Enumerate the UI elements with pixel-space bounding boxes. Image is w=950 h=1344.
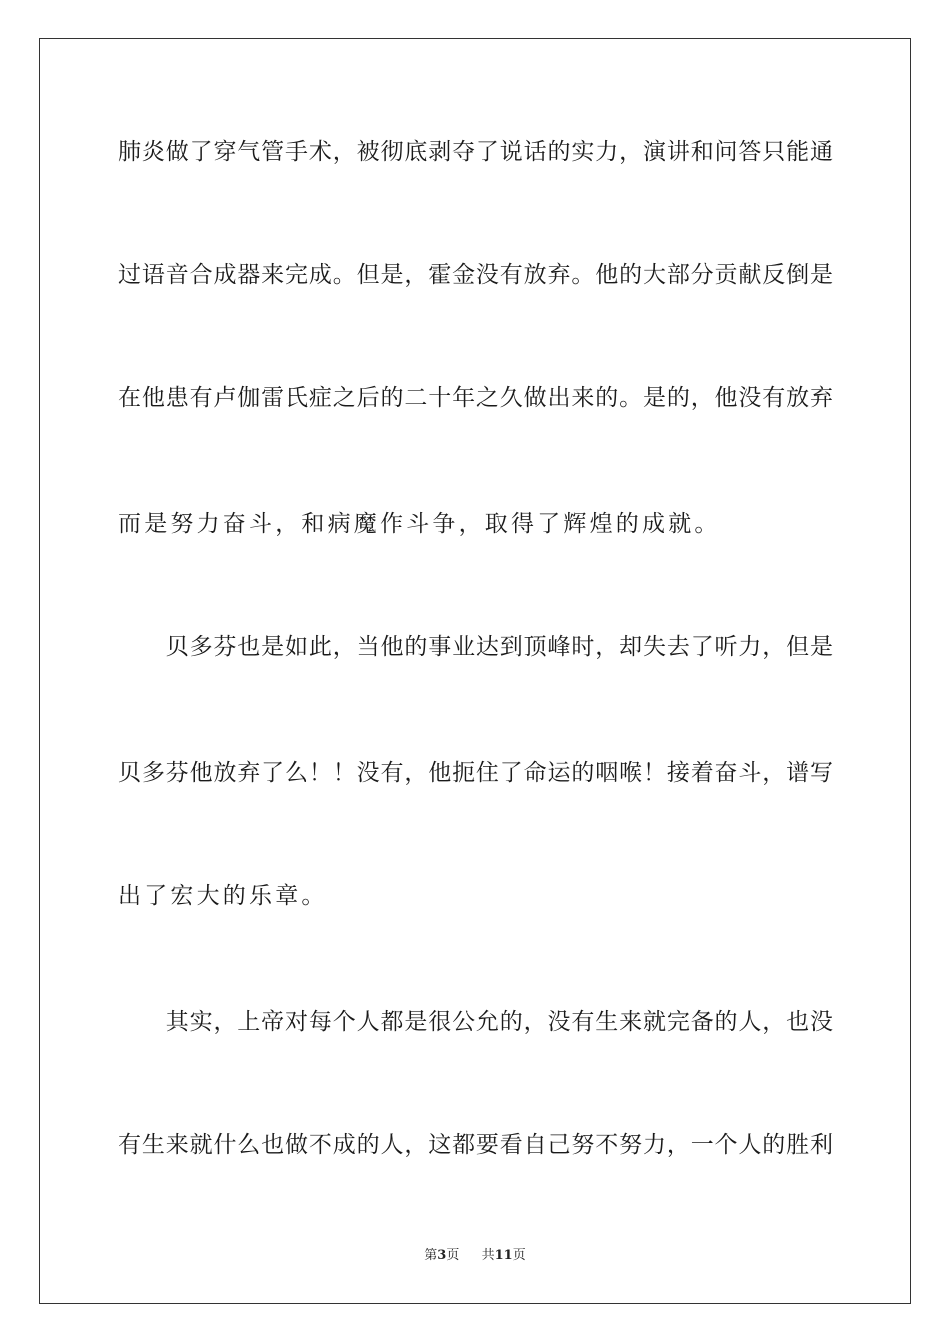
text-line-3: 在他患有卢伽雷氏症之后的二十年之久做出来的。是的，他没有放弃 xyxy=(118,385,833,411)
text-line-2: 过语音合成器来完成。但是，霍金没有放弃。他的大部分贡献反倒是 xyxy=(118,262,833,288)
page-number-label xyxy=(424,1246,459,1266)
page-suffix: 页 xyxy=(446,1248,460,1263)
page-current: 3 xyxy=(437,1248,447,1263)
total-pages: 11 xyxy=(494,1248,513,1263)
total-suffix: 页 xyxy=(512,1248,526,1263)
text-line-1: 肺炎做了穿气管手术，被彻底剥夺了说话的实力，演讲和问答只能通 xyxy=(118,139,833,165)
text-line-6: 贝多芬他放弃了么！！没有，他扼住了命运的咽喉！接着奋斗，谱写 xyxy=(118,760,833,786)
total-pages-label xyxy=(482,1246,526,1266)
text-line-9: 有生来就什么也做不成的人，这都要看自己努不努力，一个人的胜利 xyxy=(118,1132,833,1158)
page-footer xyxy=(0,1246,950,1266)
total-prefix: 共 xyxy=(481,1248,495,1263)
text-line-8: 其实，上帝对每个人都是很公允的，没有生来就完备的人，也没 xyxy=(118,1009,833,1035)
text-line-5: 贝多芬也是如此，当他的事业达到顶峰时，却失去了听力，但是 xyxy=(118,634,833,660)
page-border xyxy=(39,38,911,1304)
text-line-4: 而是努力奋斗，和病魔作斗争，取得了辉煌的成就。 xyxy=(118,511,721,537)
page-prefix: 第 xyxy=(424,1248,438,1263)
text-line-7: 出了宏大的乐章。 xyxy=(118,883,328,909)
